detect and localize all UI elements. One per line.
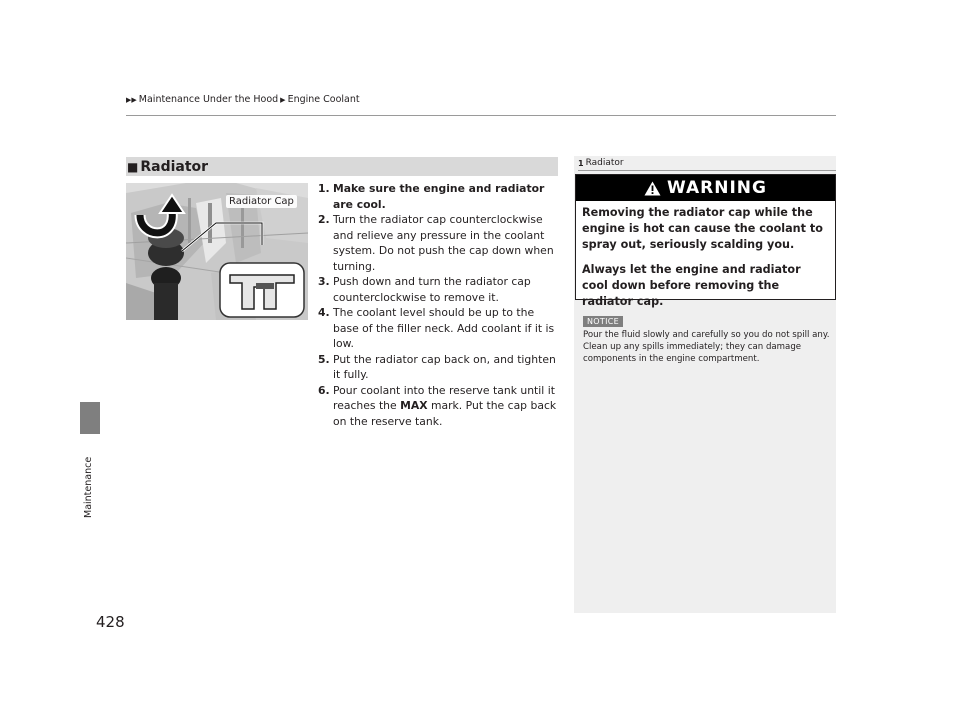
- step-2: 2. Turn the radiator cap counterclockwise and relieve any pressure in the coolant system. Do not push the cap down when turning.: [318, 213, 554, 273]
- header-divider: [126, 115, 836, 116]
- step-6: 6. Pour coolant into the reserve tank until it reaches the MAX mark. Put the cap back on the reserve tank.: [318, 383, 557, 428]
- step-3: 3. Push down and turn the radiator cap counterclockwise to remove it.: [318, 275, 531, 304]
- arrow-icon: ▶: [280, 95, 286, 104]
- section-header: [126, 157, 558, 176]
- warning-title: WARNING: [667, 178, 767, 198]
- notice-text: Pour the fluid slowly and carefully so you do not spill any. Clean up any spills immediately; they can damage components in the engine compartment.: [583, 330, 830, 365]
- procedure-steps: [318, 181, 560, 429]
- reference-number-icon: 1: [578, 158, 584, 168]
- breadcrumb-item-engine-coolant[interactable]: Engine Coolant: [287, 94, 360, 105]
- chapter-tab: [80, 402, 100, 434]
- warning-line-2: Always let the engine and radiator cool down before removing the radiator cap.: [582, 263, 801, 308]
- chapter-label: Maintenance: [83, 456, 94, 518]
- breadcrumb: [126, 94, 360, 105]
- sidebar-divider: [578, 170, 836, 171]
- step-1: 1. Make sure the engine and radiator are cool.: [318, 182, 545, 211]
- double-arrow-icon: ▶▶: [126, 95, 137, 104]
- step-4: 4. The coolant level should be up to the base of the filler neck. Add coolant if it is low.: [318, 306, 555, 350]
- warning-body: [576, 201, 835, 310]
- max-mark-label: MAX: [400, 399, 428, 412]
- radiator-cap-callout: Radiator Cap: [226, 195, 297, 208]
- sidebar-heading: [578, 158, 624, 168]
- section-title: Radiator: [140, 158, 209, 175]
- notice-badge: NOTICE: [583, 316, 623, 327]
- warning-header: [576, 175, 835, 201]
- breadcrumb-item-maintenance-under-hood[interactable]: Maintenance Under the Hood: [138, 94, 279, 105]
- warning-triangle-icon: [644, 181, 661, 196]
- black-square-icon: ■: [127, 159, 139, 174]
- warning-line-1: Removing the radiator cap while the engine is hot can cause the coolant to spray out, seriously scalding you.: [582, 206, 823, 251]
- page-number: 428: [96, 613, 125, 631]
- sidebar-heading-label[interactable]: Radiator: [585, 158, 624, 168]
- warning-box: [575, 174, 836, 308]
- step-5: 5. Put the radiator cap back on, and tighten it fully.: [318, 352, 556, 381]
